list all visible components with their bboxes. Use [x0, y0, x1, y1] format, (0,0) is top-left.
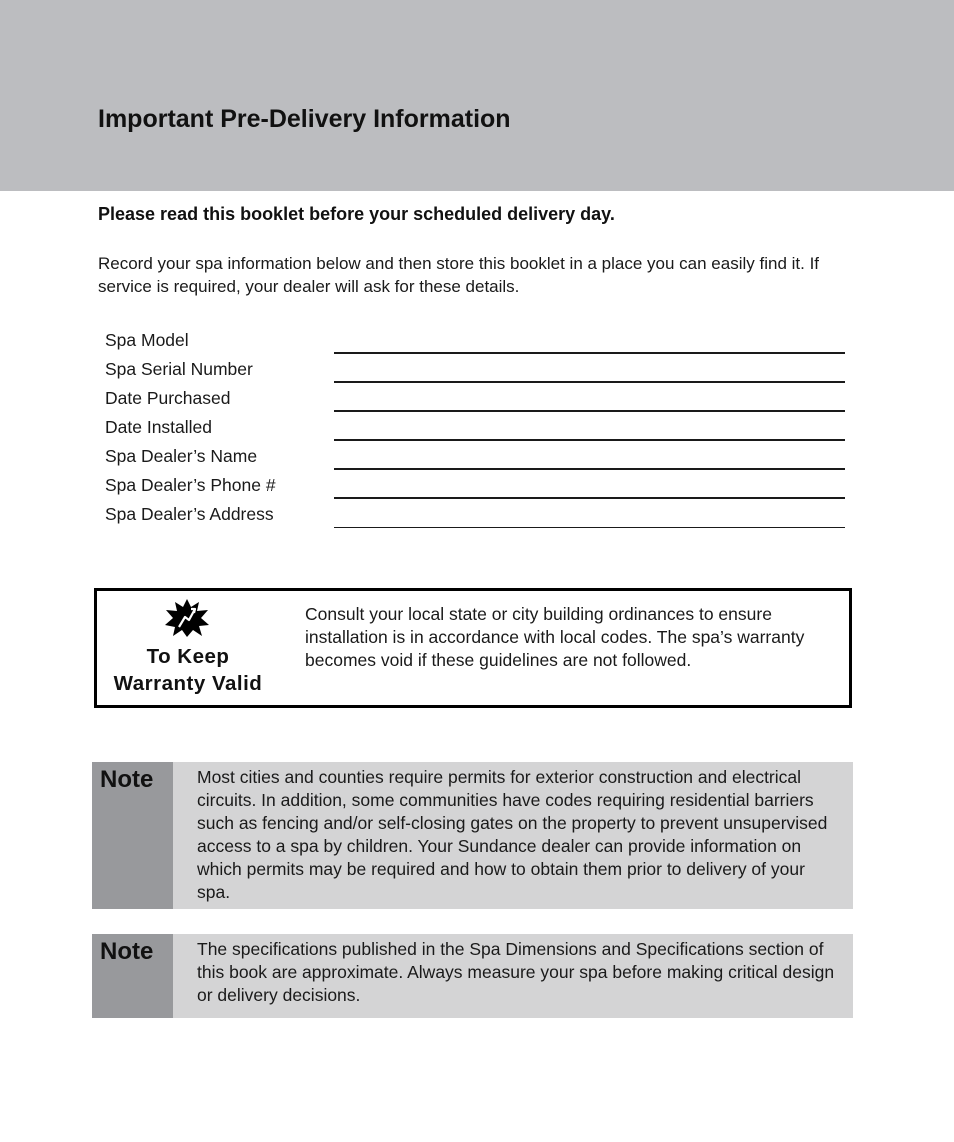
form-label: Spa Serial Number: [105, 359, 253, 379]
note-label: Note: [100, 938, 154, 965]
intro-paragraph: Record your spa information below and then store this booklet in a place you can easily find it. If service is required, your dealer will ask for these details.: [98, 254, 820, 296]
form-label: Date Installed: [105, 417, 213, 437]
warranty-callout: [94, 588, 852, 708]
warranty-burst-icon: [165, 599, 209, 637]
form-row-serial-number: [105, 354, 845, 383]
note-tab: [92, 762, 173, 909]
header-band: [0, 0, 954, 191]
form-row-date-purchased: [105, 383, 845, 412]
spa-record-form: [105, 325, 845, 528]
form-row-date-installed: [105, 412, 845, 441]
form-row-spa-model: [105, 325, 845, 354]
form-row-dealer-name: [105, 441, 845, 470]
intro-heading: Please read this booklet before your scheduled delivery day.: [98, 204, 615, 224]
warranty-text: Consult your local state or city building ordinances to ensure installation is in accordance with local codes. The spa’s warranty becomes void if these guidelines are not followed.: [305, 604, 805, 670]
warranty-label: [97, 643, 279, 697]
form-label: Spa Dealer’s Name: [105, 446, 258, 466]
form-label: Spa Dealer’s Address: [105, 504, 274, 524]
note-specifications: [92, 934, 853, 1018]
note-label: Note: [100, 766, 154, 793]
warranty-label-line1: To Keep: [146, 645, 230, 668]
note-tab: [92, 934, 173, 1018]
note-permits: [92, 762, 853, 909]
note-text: The specifications published in the Spa Dimensions and Specifications section of this book are approximate. Always measure your spa before making critical design or delivery decisions.: [197, 939, 835, 1005]
dealer-address-field-line[interactable]: [334, 527, 845, 528]
note-text: Most cities and counties require permits for exterior construction and electrical circuits. In addition, some communities have codes requiring residential barriers such as fencing and/or self-closing gates on the property to prevent unsupervised access to a spa by children. Your Sundance dealer can provide information on which permits may be required and how to obtain them prior to delivery of your spa.: [197, 767, 828, 902]
form-row-dealer-address: [105, 499, 845, 528]
form-row-dealer-phone: [105, 470, 845, 499]
warranty-label-line2: Warranty Valid: [113, 672, 263, 695]
page-title: Important Pre-Delivery Information: [98, 105, 511, 133]
form-label: Spa Dealer’s Phone #: [105, 475, 276, 495]
form-label: Spa Model: [105, 330, 189, 350]
form-label: Date Purchased: [105, 388, 231, 408]
